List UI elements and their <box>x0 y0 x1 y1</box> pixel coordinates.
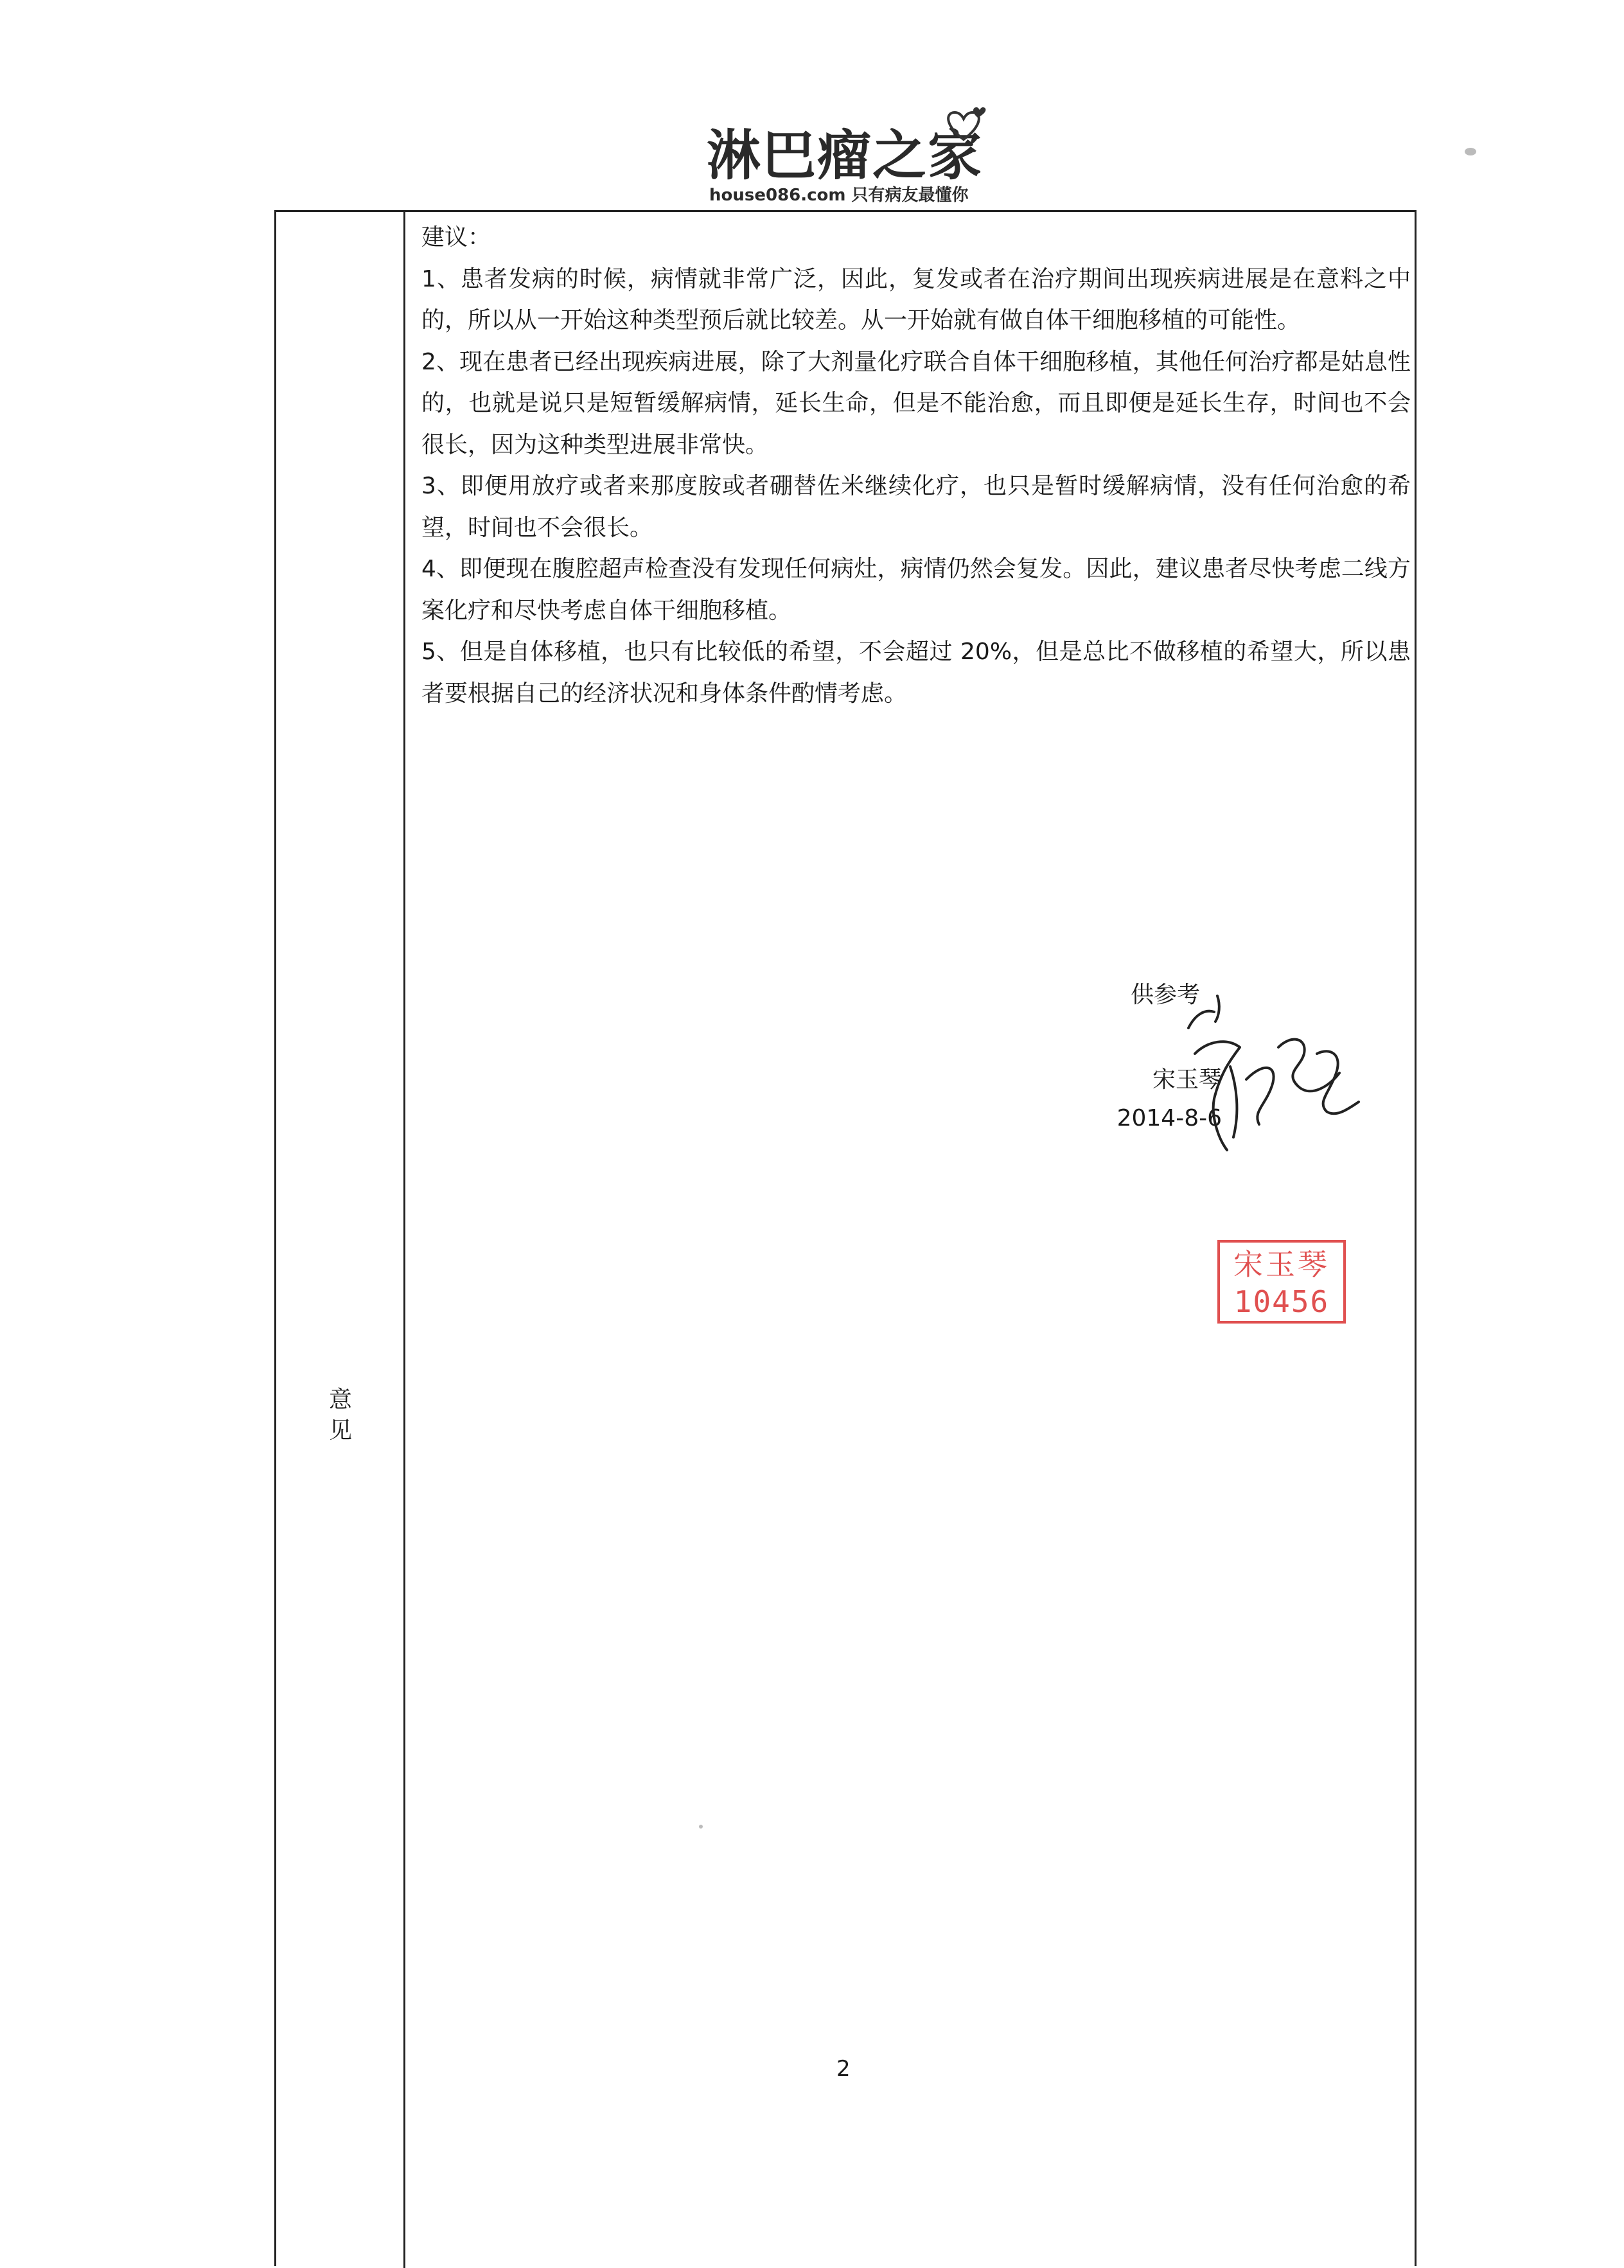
site-logo <box>707 112 984 209</box>
row-label-opinion <box>328 1385 353 1446</box>
column-divider <box>403 212 405 2268</box>
opinion-content <box>421 217 1411 714</box>
advice-paragraph: 3、即便用放疗或者来那度胺或者硼替佐米继续化疗，也只是暂时缓解病情，没有任何治愈的希望，时间也不会很长。 <box>421 473 1411 541</box>
author-name: 宋玉琴 <box>1152 1067 1222 1093</box>
scan-speck <box>699 1825 703 1829</box>
reference-note: 供参考 <box>1131 982 1201 1008</box>
advice-paragraph: 5、但是自体移植，也只有比较低的希望，不会超过 20%，但是总比不做移植的希望大，所以患者要根据自己的经济状况和身体条件酌情考虑。 <box>421 639 1411 707</box>
handwritten-signature-icon <box>1169 977 1375 1182</box>
heart-icon <box>938 106 989 145</box>
logo-title: 淋巴瘤之家 <box>707 124 984 187</box>
row-label-char: 意 <box>328 1386 352 1413</box>
scan-speck <box>1465 148 1476 155</box>
stamp-number: 10456 <box>1233 1284 1330 1319</box>
logo-subtitle: house086.com 只有病友最懂你 <box>709 186 969 205</box>
page-number: 2 <box>836 2056 851 2082</box>
advice-paragraph: 1、患者发病的时候，病情就非常广泛，因此，复发或者在治疗期间出现疾病进展是在意料之中的，所以从一开始这种类型预后就比较差。从一开始就有做自体干细胞移植的可能性。 <box>421 265 1411 333</box>
advice-paragraph: 4、即便现在腹腔超声检查没有发现任何病灶，病情仍然会复发。因此，建议患者尽快考虑二线方案化疗和尽快考虑自体干细胞移植。 <box>421 556 1411 624</box>
opinion-table <box>274 210 1417 2266</box>
stamp-name: 宋玉琴 <box>1233 1247 1330 1282</box>
signed-date: 2014-8-6 <box>1116 1105 1222 1131</box>
row-label-char: 见 <box>328 1417 352 1444</box>
seal-stamp <box>1217 1240 1346 1324</box>
advice-heading: 建议： <box>421 224 491 251</box>
advice-paragraph: 2、现在患者已经出现疾病进展，除了大剂量化疗联合自体干细胞移植，其他任何治疗都是姑息性的，也就是说只是短暂缓解病情，延长生命，但是不能治愈，而且即便是延长生存，时间也不会很长，因为这种类型进展非常快。 <box>421 348 1411 458</box>
